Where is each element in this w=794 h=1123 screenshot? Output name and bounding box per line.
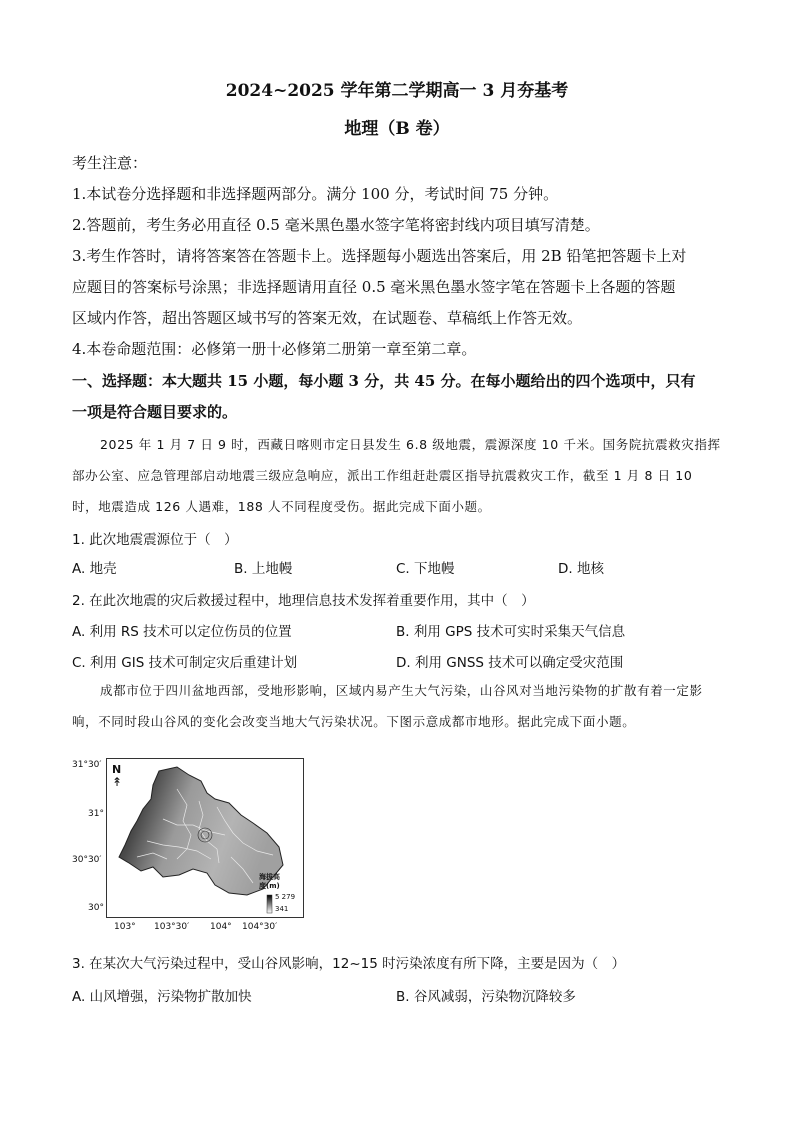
map-frame — [106, 758, 304, 918]
question-2-option-d: D. 利用 GNSS 技术可以确定受灾范围 — [396, 655, 624, 671]
legend-title-line-2: 度(m) — [259, 882, 280, 890]
lon-tick: 104°30′ — [242, 922, 278, 932]
notice-line-2: 2.答题前，考生务必用直径 0.5 毫米黑色墨水签字笔将密封线内项目填写清楚。 — [72, 216, 600, 234]
question-3-option-b: B. 谷风减弱，污染物沉降较多 — [396, 989, 576, 1005]
question-1-option-b: B. 上地幔 — [234, 561, 293, 577]
question-2-stem: 2. 在此次地震的灾后救援过程中，地理信息技术发挥着重要作用，其中（ ） — [72, 593, 535, 609]
lat-tick: 30° — [88, 903, 104, 913]
question-2-option-b: B. 利用 GPS 技术可实时采集天气信息 — [396, 624, 626, 640]
question-3-stem: 3. 在某次大气污染过程中，受山谷风影响，12~15 时污染浓度有所下降，主要是因为（ ） — [72, 956, 626, 972]
legend-min: 341 — [275, 905, 289, 913]
chengdu-terrain-map — [72, 752, 312, 952]
section-heading-line-2: 一项是符合题目要求的。 — [72, 403, 238, 421]
notice-line-4: 应题目的答案标号涂黑；非选择题请用直径 0.5 毫米黑色墨水签字笔在答题卡上各题的答题 — [72, 278, 676, 296]
lon-tick: 103°30′ — [154, 922, 190, 932]
question-1-option-a: A. 地壳 — [72, 561, 117, 577]
exam-title: 2024~2025 学年第二学期高一 3 月夯基考 — [225, 81, 569, 101]
north-label: N — [112, 763, 122, 776]
notice-line-6: 4.本卷命题范围：必修第一册十必修第二册第一章至第二章。 — [72, 340, 477, 358]
question-2-option-a: A. 利用 RS 技术可以定位伤员的位置 — [72, 624, 292, 640]
notice-line-3: 3.考生作答时，请将答案答在答题卡上。选择题每小题选出答案后，用 2B 铅笔把答题卡上对 — [72, 247, 687, 265]
notice-line-1: 1.本试卷分选择题和非选择题两部分。满分 100 分，考试时间 75 分钟。 — [72, 185, 559, 203]
legend-max: 5 279 — [275, 893, 296, 901]
question-1-stem: 1. 此次地震震源位于（ ） — [72, 532, 238, 548]
passage-chengdu: 成都市位于四川盆地西部，受地形影响，区域内易产生大气污染，山谷风对当地污染物的扩散有着一定影响，不同时段山谷风的变化会改变当地大气污染状况。下图示意成都市地形。据此完成下面小题。 — [72, 683, 703, 729]
section-heading-line-1: 一、选择题：本大题共 15 小题，每小题 3 分，共 45 分。在每小题给出的四个选项中，只有 — [72, 372, 696, 390]
lon-tick: 104° — [210, 922, 232, 932]
lat-tick: 31°30′ — [72, 760, 102, 770]
terrain-svg — [107, 759, 303, 917]
notice-line-5: 区域内作答，超出答题区域书写的答案无效，在试题卷、草稿纸上作答无效。 — [72, 309, 583, 327]
passage-earthquake: 2025 年 1 月 7 日 9 时，西藏日喀则市定日县发生 6.8 级地震，震源深度 10 千米。国务院抗震救灾指挥部办公室、应急管理部启动地震三级应急响应，派出工作组赶赴震区指导抗震救灾工作，截至 1 月 8 日 10 时，地震造成 126 人遇难，188 人不同程度受伤。据此完成下面小题。 — [72, 437, 721, 514]
question-1-option-d: D. 地核 — [558, 561, 604, 577]
lat-tick: 31° — [88, 809, 104, 819]
question-1-option-c: C. 下地幔 — [396, 561, 455, 577]
legend-title-line-1: 海拔高 — [259, 873, 280, 881]
question-3-option-a: A. 山风增强，污染物扩散加快 — [72, 989, 252, 1005]
north-arrow-icon: ↟ — [112, 775, 123, 789]
elevation-legend-bar — [267, 895, 272, 913]
notice-heading: 考生注意： — [72, 154, 148, 172]
question-2-option-c: C. 利用 GIS 技术可制定灾后重建计划 — [72, 655, 298, 671]
lon-tick: 103° — [114, 922, 136, 932]
lat-tick: 30°30′ — [72, 855, 102, 865]
exam-subtitle: 地理（B 卷） — [344, 119, 450, 139]
